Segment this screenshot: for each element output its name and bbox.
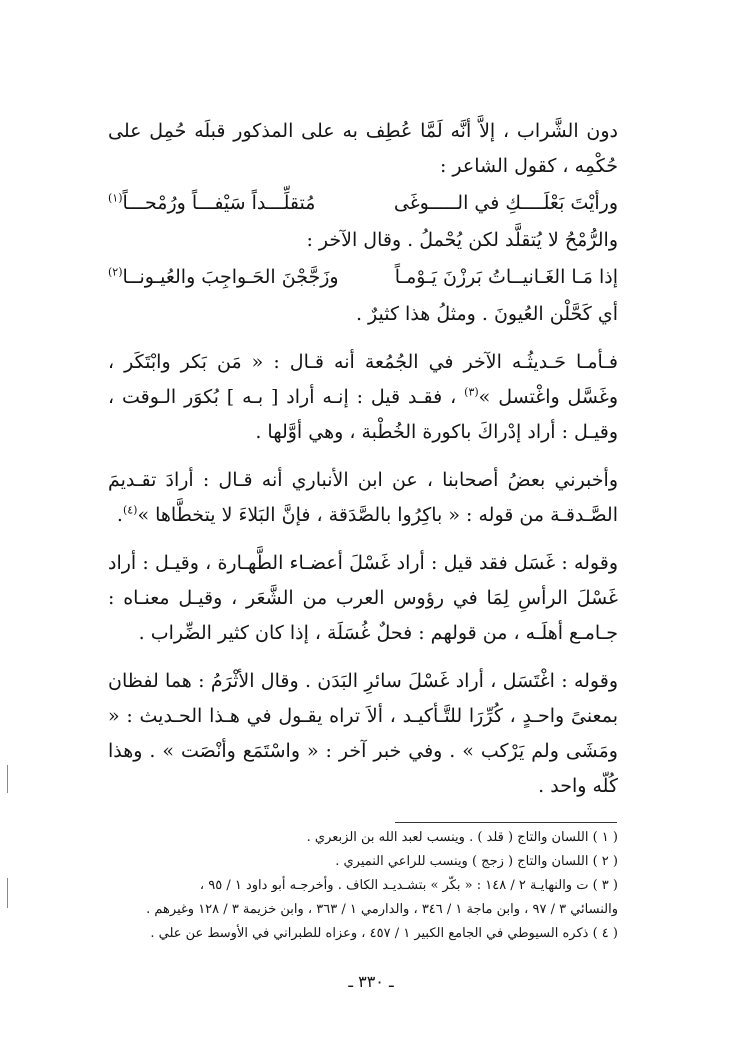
footnote-marker-1: (١)	[108, 191, 123, 205]
footnote-marker-4: (٤)	[122, 503, 138, 517]
paragraph-6: وقوله : غَسَل فقد قيل : أراد غَسْلَ أعضـاء الطَّهـارة ، وقيـل : أراد غَسْلَ الرأسِ لِمَا في رؤوس العرب من الشَّعَر ، وقيـل معنـاه : جـامـع أهلَـه ، من قولهم : فحلٌ غُسَلَة ، إذا كان كثير الضِّراب .	[108, 552, 618, 644]
verse-1	[108, 186, 618, 221]
page-number: ـ ٣٣٠ ـ	[348, 972, 394, 991]
paragraph-1: دون الشَّراب ، إلاَّ أنَّه لَمَّا عُطِف به على المذكور قبلَه حُمِل على حُكْمِه ، كقول الشاعر :	[108, 120, 618, 177]
paragraph-3: أي كَحَّلْن العُيونَ . ومثلُ هذا كثيرٌ .	[355, 303, 618, 325]
footnote-2: ( ٢ ) اللسان والتاج ( زجج ) وينسب للراعي النميري .	[335, 854, 618, 869]
footnote-separator	[395, 822, 617, 823]
footnote-4: ( ٤ ) ذكره السيوطي في الجامع الكبير ١ / ٤٥٧ ، وعزاه للطبراني في الأوسط عن علي .	[150, 926, 618, 941]
paragraph-2: والرُّمْحُ لا يُتقلَّد لكن يُحْملُ . وقال الآخر :	[306, 229, 618, 251]
scan-edge-mark	[7, 878, 8, 908]
main-text	[108, 114, 618, 804]
paragraph-5: وأخبرني بعضُ أصحابنا ، عن ابن الأنباري أنه قـال : أرادَ تقـديمَ الصَّـدقـة من قوله : « باكِرُوا بالصَّدَقة ، فإنَّ البَلاءَ لا يتخطَّاها »$^{(٤)}$.	[108, 469, 618, 526]
footnote-3: ( ٣ ) ت والنهايـة ٢ / ١٤٨ : « بكّر » بتشـديـد الكاف . وأخرجـه أبو داود ١ / ٩٥ ،	[199, 878, 618, 893]
verse-1-second-hemistich: مُتقلِّـــداً سَيْفـــاً ورُمْحـــاً$^{(١)}$	[108, 191, 316, 214]
paragraph-4: فـأمـا حَـديثُـه الآخر في الجُمُعة أنه قـال : « مَن بَكر وابْتَكَر ، وغَسَّل واغْتسل »$^{(٣)}$ ، فقـد قيل : إنـه أراد [ بـه ] بُكوَر الـوقت ، وقيـل : أراد إدْراكَ باكورة الخُطْبة ، وهي أوَّلها .	[108, 351, 618, 443]
verse-2-second-hemistich: وزَجَّجْنَ الحَـواجِبَ والعُيـونــا$^{(٢)}$	[108, 265, 339, 288]
footnote-3-continued: والنسائي ٣ / ٩٧ ، وابن ماجة ١ / ٣٤٦ ، والدارمي ١ / ٣٦٣ ، وابن خزيمة ٣ / ١٢٨ وغيرهم .	[146, 902, 618, 917]
footnote-1: ( ١ ) اللسان والتاج ( قلد ) . وينسب لعبد الله بن الزبعري .	[306, 830, 618, 845]
footnotes	[108, 826, 618, 946]
scan-edge-mark	[7, 765, 8, 793]
verse-1-first-hemistich: ورأيْتَ بَعْلَــــكِ في الـــــوغَى	[393, 192, 618, 214]
verse-2-first-hemistich: إذا مَـا الغَـانيــاتُ بَرزْنَ يَـوْمـاً	[394, 266, 618, 288]
footnote-marker-3: (٣)	[464, 385, 479, 399]
paragraph-7: وقوله : اغْتَسَل ، أراد غَسْلَ سائرِ البَدَن . وقال الأثْرَمُ : هما لفظان بمعنىً واحـدٍ ، كُرِّرَا للتَّـأكيـد ، ألاَ تراه يقـول في هـذا الحـديث : « ومَشَى ولم يَرْكب » . وفي خبر آخر : « واسْتَمَع وأنْصَت » . وهذا كُلّه واحد .	[108, 670, 618, 797]
verse-2	[108, 260, 618, 295]
footnote-marker-2: (٢)	[108, 265, 123, 279]
